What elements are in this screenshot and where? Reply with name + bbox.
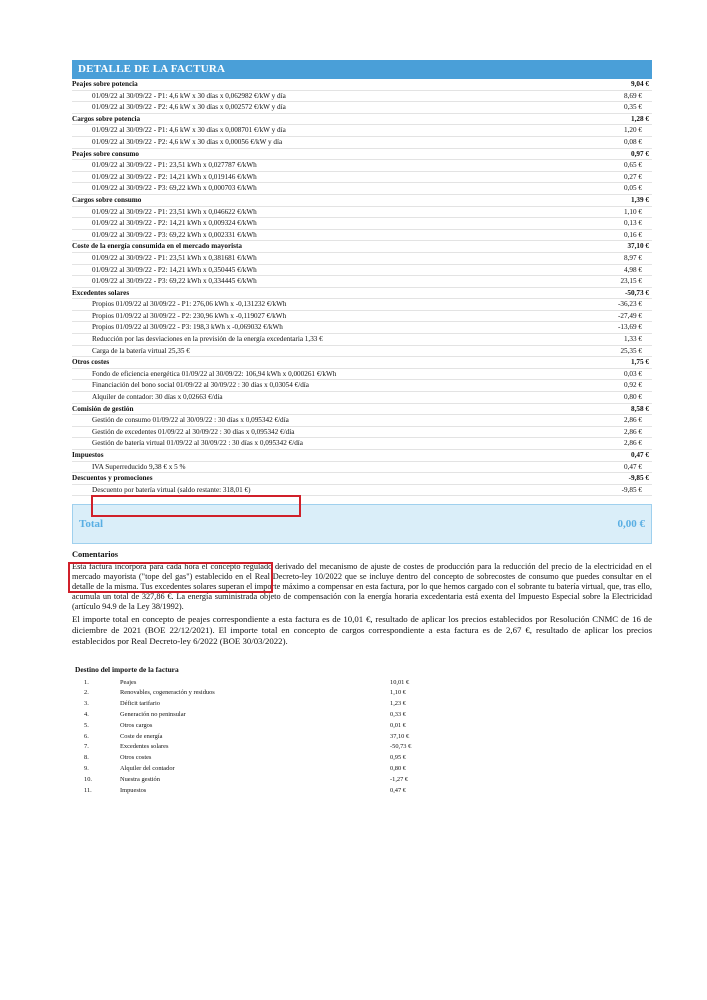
destination-num: 6. — [84, 732, 89, 740]
line-item-row — [72, 462, 652, 474]
destination-label: Otros costes — [120, 754, 152, 762]
line-item-row — [72, 125, 652, 137]
line-item-text: Financiación del bono social 01/09/22 al 30/09/22 : 30 días x 0,03054 €/día — [92, 381, 309, 390]
line-item-row — [72, 299, 652, 311]
line-item-text: 01/09/22 al 30/09/22 - P1: 4,6 kW x 30 días x 0,062982 €/kW y día — [92, 91, 286, 100]
line-item-text: Gestión de consumo 01/09/22 al 30/09/22 : 30 días x 0,095342 €/día — [92, 416, 289, 425]
destination-value: 0,33 € — [390, 710, 406, 718]
destination-section — [72, 665, 652, 797]
line-item-amount: 1,20 € — [624, 126, 642, 135]
line-item-text: 01/09/22 al 30/09/22 - P3: 69,22 kWh x 0,334445 €/kWh — [92, 277, 257, 286]
line-item-row — [72, 322, 652, 334]
line-item-text: Alquiler de contador: 30 días x 0,02663 €/día — [92, 393, 223, 402]
destination-item — [72, 688, 652, 699]
section-amount: 0,47 € — [631, 451, 649, 459]
section-title: Impuestos — [72, 451, 104, 459]
section-amount: 1,39 € — [631, 195, 649, 204]
line-item-amount: 8,69 € — [624, 91, 642, 100]
destination-label: Alquiler del contador — [120, 764, 175, 772]
section-title: Excedentes solares — [72, 288, 130, 297]
section-row — [72, 195, 652, 207]
line-item-amount: 0,35 € — [624, 103, 642, 112]
line-item-text: 01/09/22 al 30/09/22 - P2: 4,6 kW x 30 días x 0,002572 €/kW y día — [92, 103, 286, 112]
destination-value: 0,01 € — [390, 721, 406, 729]
line-item-amount: 0,92 € — [624, 381, 642, 390]
detail-header: DETALLE DE LA FACTURA — [72, 60, 652, 79]
section-amount: 37,10 € — [627, 242, 649, 251]
destination-label: Renovables, cogeneración y residuos — [120, 689, 215, 697]
line-item-amount: -36,23 € — [618, 300, 642, 309]
destination-item — [72, 678, 652, 689]
line-item-amount: 0,27 € — [624, 172, 642, 181]
section-amount: -9,85 € — [628, 474, 649, 483]
comments-paragraph-2: El importe total en concepto de peajes correspondiente a esta factura es de 10,01 €, resultado de aplicar los precios establecidos por Resolución CNMC de 16 de diciembre de 2021 (BOE 22/12/2021). El importe total en concepto de cargos correspondiente a esta factura es de 2,67 €, resultado de aplicar los precios establecidos por Real Decreto-ley 6/2022 (BOE 30/03/2022). — [72, 613, 652, 646]
line-item-text: Gestión de batería virtual 01/09/22 al 30/09/22 : 30 días x 0,095342 €/día — [92, 439, 303, 448]
line-item-amount: 0,80 € — [624, 393, 642, 402]
destination-value: -1,27 € — [390, 775, 409, 783]
destination-value: 37,10 € — [390, 732, 410, 740]
destination-num: 11. — [84, 786, 92, 794]
destination-value: 10,01 € — [390, 678, 410, 686]
destination-label: Otros cargos — [120, 721, 153, 729]
section-row — [72, 79, 652, 91]
line-item-text: Carga de la batería virtual 25,35 € — [92, 346, 190, 355]
line-item-text: Descuento por batería virtual (saldo restante: 318,01 €) — [92, 485, 251, 494]
line-item-text: Reducción por las desviaciones en la previsión de la energía excedentaria 1,33 € — [92, 335, 323, 344]
destination-list — [72, 678, 652, 797]
line-item-row — [72, 207, 652, 219]
section-row — [72, 450, 652, 462]
line-item-amount: 0,16 € — [624, 230, 642, 239]
line-item-row — [72, 392, 652, 404]
destination-item — [72, 764, 652, 775]
section-row — [72, 241, 652, 253]
line-item-row — [72, 160, 652, 172]
line-item-amount: -9,85 € — [621, 485, 642, 494]
section-title: Descuentos y promociones — [72, 474, 153, 483]
destination-value: 0,80 € — [390, 764, 406, 772]
line-item-row — [72, 415, 652, 427]
line-item-text: 01/09/22 al 30/09/22 - P3: 69,22 kWh x 0,002331 €/kWh — [92, 230, 257, 239]
destination-num: 1. — [84, 678, 89, 686]
line-item-row — [72, 346, 652, 358]
line-item-amount: 0,03 € — [624, 369, 642, 378]
line-item-row — [72, 438, 652, 450]
section-row — [72, 357, 652, 369]
destination-num: 3. — [84, 700, 89, 708]
section-amount: 9,04 € — [631, 80, 649, 88]
line-item-row — [72, 276, 652, 288]
line-item-row — [72, 334, 652, 346]
destination-item — [72, 699, 652, 710]
line-item-text: 01/09/22 al 30/09/22 - P3: 69,22 kWh x 0,000703 €/kWh — [92, 184, 257, 193]
invoice-page — [72, 60, 652, 796]
line-item-amount: 4,98 € — [624, 265, 642, 274]
line-item-row — [72, 137, 652, 149]
highlight-box-discount — [91, 495, 301, 517]
destination-item — [72, 775, 652, 786]
line-item-text: Gestión de excedentes 01/09/22 al 30/09/22 : 30 días x 0,095342 €/día — [92, 427, 295, 436]
line-item-amount: -27,49 € — [618, 311, 642, 320]
destination-label: Déficit tarifario — [120, 700, 160, 708]
section-title: Peajes sobre consumo — [72, 149, 139, 158]
destination-item — [72, 710, 652, 721]
section-row — [72, 473, 652, 485]
destination-item — [72, 721, 652, 732]
destination-item — [72, 786, 652, 797]
destination-value: 1,10 € — [390, 689, 406, 697]
destination-label: Nuestra gestión — [120, 775, 160, 783]
destination-item — [72, 753, 652, 764]
destination-value: 0,95 € — [390, 754, 406, 762]
section-amount: 0,97 € — [631, 149, 649, 158]
line-item-amount: 2,86 € — [624, 439, 642, 448]
line-item-text: IVA Superreducido 9,38 € x 5 % — [92, 462, 186, 471]
line-item-text: 01/09/22 al 30/09/22 - P1: 4,6 kW x 30 días x 0,008701 €/kW y día — [92, 126, 286, 135]
section-title: Cargos sobre consumo — [72, 195, 142, 204]
destination-num: 2. — [84, 689, 89, 697]
section-amount: 8,58 € — [631, 404, 649, 413]
destination-num: 9. — [84, 764, 89, 772]
line-item-amount: 0,13 € — [624, 219, 642, 228]
section-title: Otros costes — [72, 358, 110, 367]
destination-value: -50,73 € — [390, 743, 412, 751]
section-row — [72, 149, 652, 161]
section-amount: 1,28 € — [631, 114, 649, 123]
highlight-box-comment — [68, 562, 273, 593]
line-item-row — [72, 265, 652, 277]
comments-heading: Comentarios — [72, 550, 119, 560]
section-amount: -50,73 € — [625, 288, 649, 297]
line-item-row — [72, 311, 652, 323]
line-item-text: 01/09/22 al 30/09/22 - P2: 14,21 kWh x 0,350445 €/kWh — [92, 265, 257, 274]
section-row — [72, 114, 652, 126]
line-item-row — [72, 230, 652, 242]
section-title: Coste de la energía consumida en el mercado mayorista — [72, 242, 242, 251]
line-item-row — [72, 369, 652, 381]
destination-label: Peajes — [120, 678, 137, 686]
destination-label: Generación no peninsular — [120, 710, 186, 718]
line-item-amount: 1,33 € — [624, 335, 642, 344]
line-item-row — [72, 172, 652, 184]
destination-value: 0,47 € — [390, 786, 406, 794]
line-item-row — [72, 380, 652, 392]
destination-num: 5. — [84, 721, 89, 729]
line-item-amount: 0,65 € — [624, 161, 642, 170]
section-row — [72, 288, 652, 300]
line-item-text: Propios 01/09/22 al 30/09/22 - P3: 198,3 kWh x -0,069032 €/kWh — [92, 323, 283, 332]
total-amount: 0,00 € — [617, 518, 645, 531]
line-item-amount: 25,35 € — [620, 346, 642, 355]
comments-paragraph-1: Esta factura incorpora para cada hora el concepto regulado derivado del mecanismo de ajuste de costes de producción para la reducción del precio de la electricidad en el mercado mayorista ("tope del gas") establecido en el Real Decreto-ley 10/2022 que se incluye dentro del concepto de sobrecostes de consumo que puedes consultar en el detalle de la misma. Tus excedentes solares superan el importe máximo a compensar en esta factura, por lo que hemos cargado con el sobrante tu batería virtual, que, tras ello, acumula un total de 327,86 €. La energía suministrada objeto de compensación con la energía horaria excedentaria está exenta del Impuesto Especial sobre la Electricidad (artículo 94.9 de la Ley 38/1992). — [72, 561, 652, 612]
destination-num: 7. — [84, 743, 89, 751]
line-item-text: 01/09/22 al 30/09/22 - P1: 23,51 kWh x 0,381681 €/kWh — [92, 253, 257, 262]
destination-label: Excedentes solares — [120, 743, 169, 751]
section-amount: 1,75 € — [631, 358, 649, 367]
line-item-row — [72, 253, 652, 265]
destination-item — [72, 732, 652, 743]
section-title: Peajes sobre potencia — [72, 80, 138, 88]
line-item-text: Fondo de eficiencia energética 01/09/22 al 30/09/22: 106,94 kWh x 0,000261 €/kWh — [92, 369, 337, 378]
section-title: Comisión de gestión — [72, 404, 134, 413]
section-row — [72, 404, 652, 416]
line-item-amount: 0,08 € — [624, 137, 642, 146]
line-item-row — [72, 183, 652, 195]
destination-num: 4. — [84, 710, 89, 718]
destination-item — [72, 742, 652, 753]
line-item-text: 01/09/22 al 30/09/22 - P1: 23,51 kWh x 0,027787 €/kWh — [92, 161, 257, 170]
line-item-text: 01/09/22 al 30/09/22 - P2: 4,6 kW x 30 días x 0,00056 €/kW y día — [92, 137, 283, 146]
line-item-row — [72, 218, 652, 230]
destination-value: 1,23 € — [390, 700, 406, 708]
line-item-text: 01/09/22 al 30/09/22 - P2: 14,21 kWh x 0,019146 €/kWh — [92, 172, 257, 181]
destination-num: 8. — [84, 754, 89, 762]
line-item-amount: 0,05 € — [624, 184, 642, 193]
section-title: Cargos sobre potencia — [72, 114, 141, 123]
line-item-amount: 23,15 € — [620, 277, 642, 286]
line-item-amount: 8,97 € — [624, 253, 642, 262]
line-item-text: 01/09/22 al 30/09/22 - P2: 14,21 kWh x 0,009324 €/kWh — [92, 219, 257, 228]
line-item-text: Propios 01/09/22 al 30/09/22 - P2: 230,96 kWh x -0,119027 €/kWh — [92, 311, 287, 320]
destination-heading: Destino del importe de la factura — [75, 664, 179, 674]
destination-num: 10. — [84, 775, 92, 783]
line-item-row — [72, 91, 652, 103]
total-label: Total — [79, 518, 104, 531]
line-item-row — [72, 427, 652, 439]
line-item-amount: 2,86 € — [624, 416, 642, 425]
line-item-amount: 1,10 € — [624, 207, 642, 216]
destination-label: Coste de energía — [120, 732, 163, 740]
detail-rows — [72, 79, 652, 496]
line-item-amount: 0,47 € — [624, 462, 642, 471]
line-item-text: Propios 01/09/22 al 30/09/22 - P1: 276,06 kWh x -0,131232 €/kWh — [92, 300, 287, 309]
line-item-amount: -13,69 € — [618, 323, 642, 332]
line-item-text: 01/09/22 al 30/09/22 - P1: 23,51 kWh x 0,046622 €/kWh — [92, 207, 257, 216]
destination-label: Impuestos — [120, 786, 147, 794]
line-item-amount: 2,86 € — [624, 427, 642, 436]
line-item-row — [72, 102, 652, 114]
